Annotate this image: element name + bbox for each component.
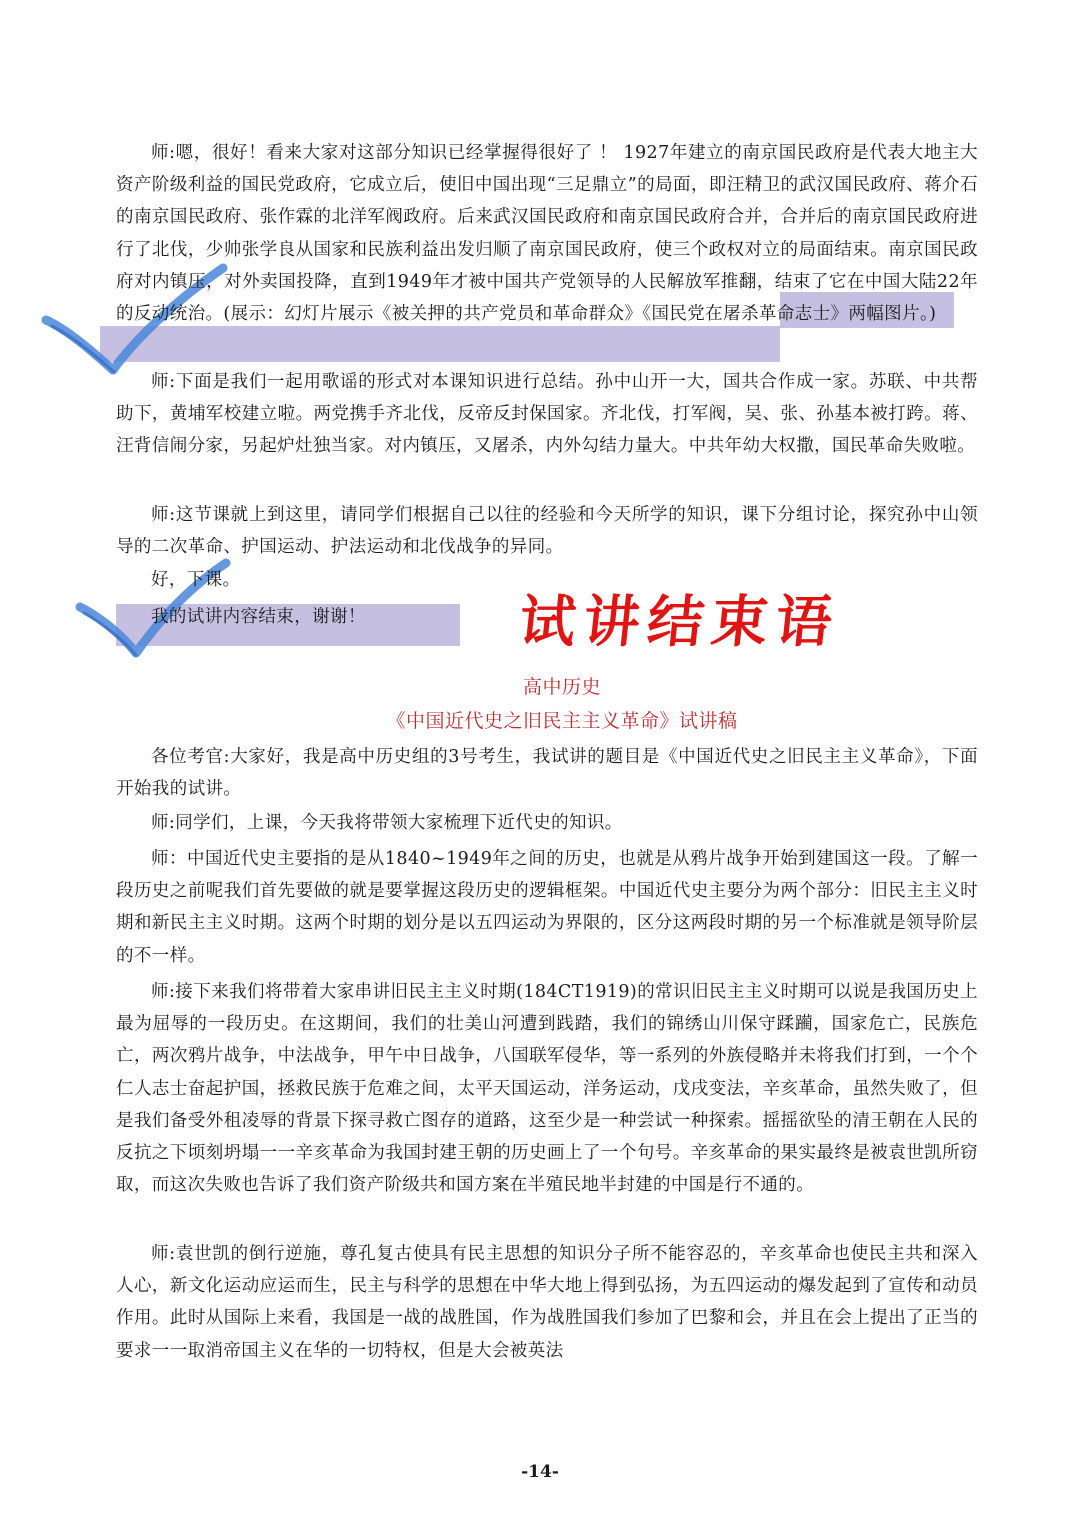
paragraph-summary: 师:嗯，很好！看来大家对这部分知识已经掌握得很好了 ！ 1927年建立的南京国民政府是代表大地主大资产阶级利益的国民党政府，它成立后，使旧中国出现“三足鼎立”的局面，即汪精卫的武汉国民政府、蒋介石的南京国民政府、张作霖的北洋军阀政府。后来武汉国民政府和南京国民政府合并，合并后的南京国民政府进行了北伐，少帅张学良从国家和民族利益出发归顺了南京国民政府，使三个政权对立的局面结束。南京国民政府对内镇压，对外卖国投降，直到1949年才被中国共产党领导的人民解放军推翻，结束了它在中国大陆22年的反动统治。(展示：幻灯片展示《被关押的共产党员和革命群众》《国民党在屠杀革命志士》两幅图片。) <box>116 143 978 325</box>
stamp-title: 试讲结束语 <box>516 590 843 655</box>
paragraph-song-review: 师:下面是我们一起用歌谣的形式对本课知识进行总结。孙中山开一大，国共合作成一家。苏联、中共帮助下，黄埔军校建立啦。两党携手齐北伐，反帝反封保国家。齐北伐，打军阀，吴、张、孙基本被打跨。蒋、汪背信闹分家，另起炉灶独当家。对内镇压，又屠杀，内外勾结力量大。中共年幼大权撒，国民革命失败啦。 <box>116 372 978 457</box>
paragraph-modern-history: 师：中国近代史主要指的是从1840~1949年之间的历史，也就是从鸦片战争开始到建国这一段。了解一段历史之前呢我们首先要做的就是要掌握这段历史的逻辑框架。中国近代史主要分为两个部分：旧民主主义时期和新民主主义时期。这两个时期的划分是以五四运动为界限的，区分这两段时期的另一个标准就是领导阶层的不一样。 <box>116 849 978 966</box>
paragraph-homework: 师:这节课就上到这里，请同学们根据自己以往的经验和今天所学的知识，课下分组讨论，探究孙中山领导的二次革命、护国运动、护法运动和北伐战争的异同。 <box>116 505 978 558</box>
subject-heading: 高中历史 <box>522 676 601 698</box>
paragraph-greeting: 各位考官:大家好，我是高中历史组的3号考生，我试讲的题目是《中国近代史之旧民主主义革命》，下面开始我的试讲。 <box>116 747 978 800</box>
page-number: -14- <box>521 1462 559 1482</box>
lecture-title: 《中国近代史之旧民主主义革命》试讲稿 <box>386 710 738 732</box>
paragraph-dismiss: 好，下课。 <box>151 570 241 590</box>
paragraph-old-democracy: 师:接下来我们将带着大家串讲旧民主主义时期(184CT1919)的常识旧民主主义时期可以说是我国历史上最为屈辱的一段历史。在这期间，我们的壮美山河遭到践踏，我们的锦绣山川保守蹂躏，国家危亡，民族危亡，两次鸦片战争，中法战争，甲午中日战争，八国联军侵华，等一系列的外族侵略并未将我们打到，一个个仁人志士奋起护国，拯救民族于危难之间，太平天国运动，洋务运动，戊戌变法，辛亥革命，虽然失败了，但是我们备受外租凌辱的背景下探寻救亡图存的道路，这至少是一种尝试一种探索。摇摇欲坠的清王朝在人民的反抗之下顷刻坍塌一一辛亥革命为我国封建王朝的历史画上了一个句号。辛亥革命的果实最终是被袁世凯所窃取，而这次失败也告诉了我们资产阶级共和国方案在半殖民地半封建的中国是行不通的。 <box>116 982 978 1196</box>
paragraph-yuan-shikai: 师:袁世凯的倒行逆施，尊孔复古使具有民主思想的知识分子所不能容忍的，辛亥革命也使民主共和深入人心，新文化运动应运而生，民主与科学的思想在中华大地上得到弘扬，为五四运动的爆发起到了宣传和动员作用。此时从国际上来看，我国是一战的战胜国，作为战胜国我们参加了巴黎和会，并且在会上提出了正当的要求一一取消帝国主义在华的一切特权，但是大会被英法 <box>116 1244 978 1361</box>
paragraph-class-start: 师:同学们，上课，今天我将带领大家梳理下近代史的知识。 <box>151 813 623 833</box>
paragraph-closing: 我的试讲内容结束，谢谢！ <box>151 607 366 627</box>
